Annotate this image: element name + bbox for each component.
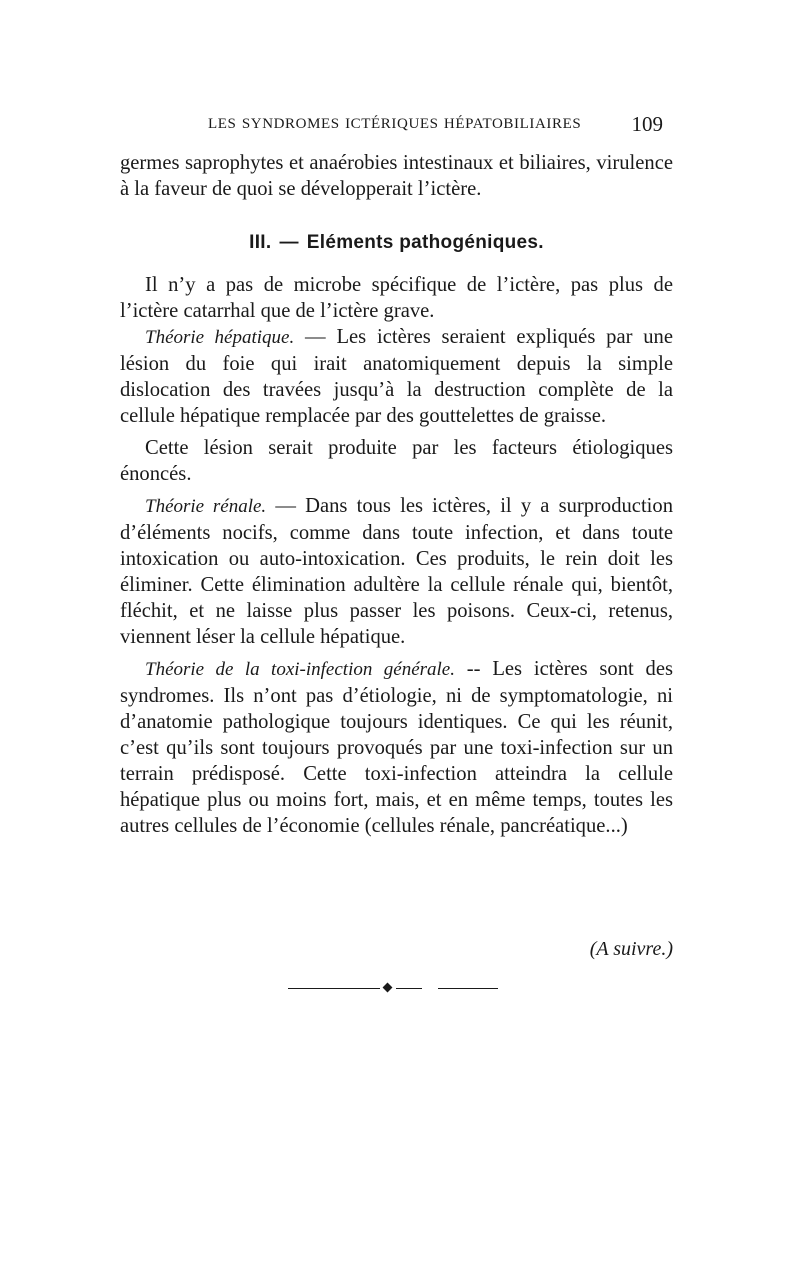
paragraph-toxi-infection-theory [120, 656, 673, 839]
paragraph-continuation: germes saprophytes et anaérobies intestinaux et biliaires, virulence à la faveur de quoi se développerait l’ictère. [120, 152, 673, 200]
paragraph-no-specific-microbe [120, 272, 673, 324]
body-text [120, 150, 673, 839]
ornament-rule [438, 988, 498, 989]
running-header [208, 112, 663, 140]
paragraph-text: Cette lésion serait produite par les facteurs étiologiques énoncés. [120, 437, 673, 485]
paragraph-text: — Dans tous les ictères, il y a surproduction d’éléments nocifs, comme dans toute infection, et dans toute intoxication ou auto-intoxication. Ces produits, le rein doit les éliminer. Cette élimination adultère la cellule rénale qui, bientôt, fléchit, et ne laisse plus passer les poisons. Ceux-ci, retenus, viennent léser la cellule hépatique. [120, 495, 673, 648]
section-title: Eléments pathogéniques. [306, 232, 544, 253]
run-in-heading-renal: Théorie rénale. [145, 496, 267, 517]
ornament-rule [288, 988, 380, 989]
section-number: III. [249, 232, 272, 253]
paragraph-text: -- Les ictères sont des syndromes. Ils n’ont pas d’étiologie, ni de symptomatologie, ni d’anatomie pathologique toujours identiques. Ce qui les réunit, c’est qu’ils sont toujours provoqués par une toxi-infection sur un terrain prédisposé. Cette toxi-infection atteindra la cellule hépatique plus ou moins fort, mais, et en même temps, toutes les autres cellules de l’économie (cellules rénale, pancréatique...) [120, 658, 673, 837]
paragraph-lesion-cause [120, 435, 673, 487]
page-number: 109 [631, 112, 663, 136]
section-dash: — [279, 232, 299, 253]
diamond-icon [383, 983, 393, 993]
run-in-heading-toxi-infection: Théorie de la toxi-infection générale. [145, 659, 455, 680]
paragraph-text: Il n’y a pas de microbe spécifique de l’ictère, pas plus de l’ictère catarrhal que de l’ictère grave. [120, 274, 673, 322]
ornament-rule [396, 988, 422, 989]
paragraph-hepatic-theory [120, 324, 673, 429]
paragraph-text: — Les ictères seraient expliqués par une lésion du foie qui irait anatomiquement depuis la simple dislocation des travées jusqu’à la destruction complète de la cellule hépatique remplacée par des gouttelettes de graisse. [120, 326, 673, 427]
section-heading [120, 230, 673, 256]
paragraph-renal-theory [120, 493, 673, 650]
running-title: LES SYNDROMES ICTÉRIQUES HÉPATOBILIAIRES [208, 116, 582, 132]
run-in-heading-hepatic: Théorie hépatique. [145, 327, 295, 348]
end-ornament [288, 983, 498, 993]
continuation-note: (A suivre.) [589, 938, 673, 960]
